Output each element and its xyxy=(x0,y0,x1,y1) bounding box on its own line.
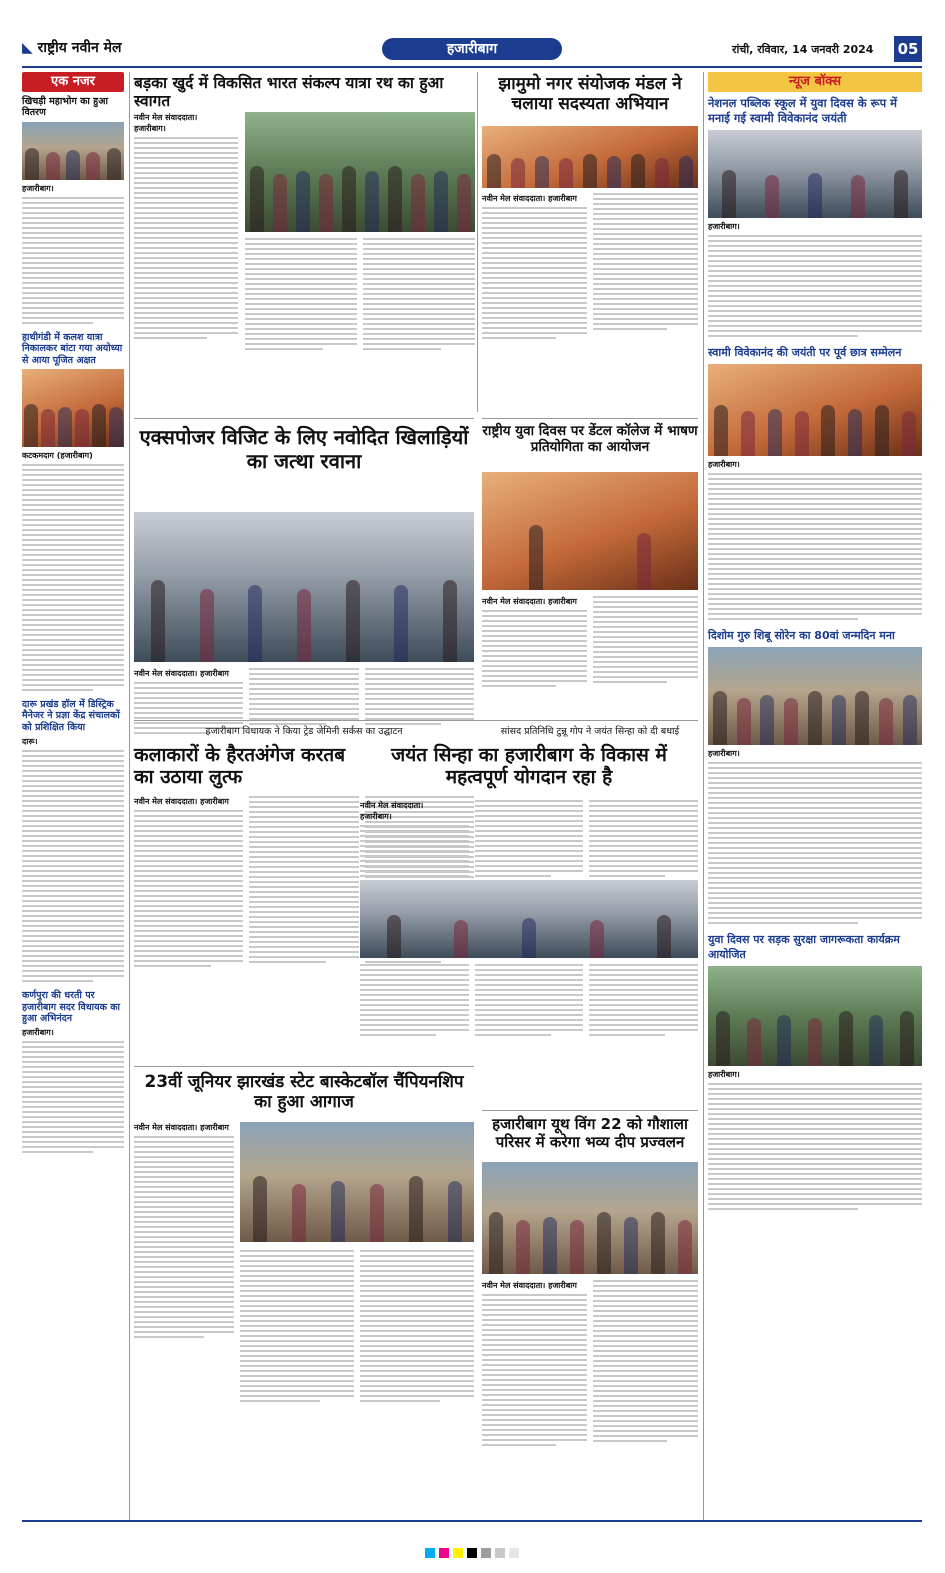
box-text xyxy=(708,473,922,620)
brief-headline: दारू प्रखंड हॉल में डिस्ट्रिक मैनेजर ने प्रज्ञा केंद्र संचालकों को प्रशिक्षित किया xyxy=(22,698,120,733)
column-divider xyxy=(477,72,478,412)
story-photo xyxy=(360,880,698,958)
story-youth-day-dental xyxy=(482,424,698,456)
story-credit: नवीन मेल संवाददाता। xyxy=(134,113,198,122)
story-photo xyxy=(245,112,475,232)
brand-name: राष्ट्रीय नवीन मेल xyxy=(37,40,122,56)
section-title: हजारीबाग xyxy=(382,38,562,60)
story-text xyxy=(249,796,358,967)
box-text xyxy=(708,235,922,337)
box-photo xyxy=(708,130,922,218)
story-lead: हजारीबाग। xyxy=(360,812,392,821)
brief-item xyxy=(22,332,124,691)
story-credit: नवीन मेल संवाददाता। xyxy=(360,801,424,810)
story-text xyxy=(363,238,475,350)
story-vikasit-bharat-cols xyxy=(245,238,475,350)
brief-photo xyxy=(22,122,124,180)
story-headline: हजारीबाग यूथ विंग 22 को गौशाला परिसर में करेगा भव्य दीप प्रज्वलन xyxy=(492,1115,688,1151)
story-headline: जयंत सिन्हा का हजारीबाग के विकास में महत्वपूर्ण योगदान रहा है xyxy=(391,744,667,789)
story-photo xyxy=(482,126,698,188)
story-text xyxy=(593,193,698,339)
brief-headline: खिचड़ी महाभोग का हुआ वितरण xyxy=(22,96,108,119)
box-lead: हजारीबाग। xyxy=(708,1070,740,1079)
story-text xyxy=(134,137,238,339)
story-sinha-body-bottom xyxy=(360,964,698,1036)
kicker-sinha: सांसद प्रतिनिधि टुन्नू गोप ने जयंत सिन्हा को दी बधाई xyxy=(500,726,680,737)
story-text xyxy=(482,1294,587,1446)
story-lead: हजारीबाग। xyxy=(134,124,166,133)
left-column xyxy=(22,72,124,1522)
story-text xyxy=(482,207,587,339)
story-headline: कलाकारों के हैरतअंगेज करतब का उठाया लुत्फ xyxy=(134,744,346,789)
brief-item xyxy=(22,96,124,324)
story-youth-wing xyxy=(482,1116,698,1151)
box-text xyxy=(708,1083,922,1210)
row-divider xyxy=(134,720,698,721)
story-credit: नवीन मेल संवाददाता। हजारीबाग xyxy=(482,1281,577,1290)
kicker-circus: हजारीबाग विधायक ने किया ट्रेड जेमिनी सर्कस का उद्घाटन xyxy=(205,726,403,737)
story-headline: 23वीं जूनियर झारखंड स्टेट बास्केटबॉल चैंपियनशिप का हुआ आगाज xyxy=(144,1072,464,1113)
story-text xyxy=(593,596,698,687)
story-youth-wing-body xyxy=(482,1280,698,1446)
row-divider xyxy=(482,418,698,419)
story-credit: नवीन मेल संवाददाता। हजारीबाग xyxy=(482,194,577,203)
news-box-label: न्यूज बॉक्स xyxy=(708,72,922,92)
story-photo xyxy=(134,512,474,662)
ek-nazar-label: एक नजर xyxy=(22,72,124,92)
brand-flag-icon: ◣ xyxy=(22,40,33,56)
brief-photo xyxy=(22,369,124,447)
story-vikasit-bharat xyxy=(134,74,472,111)
story-credit: नवीन मेल संवाददाता। हजारीबाग xyxy=(482,597,577,606)
brief-text xyxy=(22,1041,124,1153)
story-circus xyxy=(134,744,354,789)
story-jmm-membership xyxy=(482,74,698,114)
story-text xyxy=(245,238,357,350)
brief-lead: दारू। xyxy=(22,737,38,747)
story-text xyxy=(134,810,243,967)
brief-lead: कटकमदाग (हजारीबाग) xyxy=(22,450,93,460)
story-photo xyxy=(240,1122,474,1242)
story-text xyxy=(360,964,469,1036)
row-divider xyxy=(134,1066,474,1067)
box-lead: हजारीबाग। xyxy=(708,749,740,758)
newspaper-brand xyxy=(22,38,122,57)
brief-item xyxy=(22,699,124,982)
box-lead: हजारीबाग। xyxy=(708,460,740,469)
box-lead: हजारीबाग। xyxy=(708,222,740,231)
story-dental-body xyxy=(482,596,698,687)
right-column xyxy=(708,72,922,1210)
story-credit: नवीन मेल संवाददाता। हजारीबाग xyxy=(134,1123,229,1132)
box-photo xyxy=(708,966,922,1066)
story-photo xyxy=(482,1162,698,1274)
masthead xyxy=(22,36,922,66)
story-credit: नवीन मेल संवाददाता। हजारीबाग xyxy=(134,669,229,678)
story-text xyxy=(360,1250,474,1402)
story-sinha-body-top xyxy=(360,800,698,887)
story-headline: बड़का खुर्द में विकसित भारत संकल्प यात्रा रथ का हुआ स्वागत xyxy=(134,74,444,111)
box-headline: दिशोम गुरु शिबू सोरेन का 80वां जन्मदिन मना xyxy=(708,629,895,642)
story-text xyxy=(240,1250,354,1402)
story-text xyxy=(475,800,584,887)
story-text xyxy=(134,1136,234,1338)
story-headline: राष्ट्रीय युवा दिवस पर डेंटल कॉलेज में भाषण प्रतियोगिता का आयोजन xyxy=(482,423,698,455)
story-jmm-body xyxy=(482,193,698,339)
row-divider xyxy=(134,418,474,419)
story-exposure-visit xyxy=(134,426,474,473)
story-vikasit-bharat-body xyxy=(134,112,238,339)
masthead-rule xyxy=(22,66,922,68)
brief-item xyxy=(22,990,124,1153)
story-text xyxy=(593,1280,698,1446)
color-registration-strip xyxy=(22,1545,922,1561)
box-headline: स्वामी विवेकानंद की जयंती पर पूर्व छात्र सम्मेलन xyxy=(708,346,902,359)
page-number: 05 xyxy=(894,36,922,62)
brief-lead: हजारीबाग। xyxy=(22,183,54,193)
brief-text xyxy=(22,197,124,324)
story-text xyxy=(589,800,698,887)
brief-lead: हजारीबाग। xyxy=(22,1028,54,1038)
story-basketball xyxy=(134,1072,474,1112)
column-divider xyxy=(703,72,704,1520)
brief-text xyxy=(22,464,124,691)
story-credit: नवीन मेल संवाददाता। हजारीबाग xyxy=(134,797,229,806)
story-headline: एक्सपोजर विजिट के लिए नवोदित खिलाड़ियों का जत्था रवाना xyxy=(139,425,469,473)
story-jayant-sinha xyxy=(360,744,698,789)
brief-text xyxy=(22,750,124,982)
box-text xyxy=(708,762,922,924)
story-basketball-body xyxy=(240,1250,474,1402)
story-text xyxy=(589,964,698,1036)
box-headline: नेशनल पब्लिक स्कूल में युवा दिवस के रूप में मनाई गई स्वामी विवेकानंद जयंती xyxy=(708,96,897,125)
story-text xyxy=(360,825,469,887)
story-headline: झामुमो नगर संयोजक मंडल ने चलाया सदस्यता अभियान xyxy=(498,74,682,115)
box-photo xyxy=(708,364,922,456)
brief-headline: कर्णपुरा की धरती पर हजारीबाग सदर विधायक का हुआ अभिनंदन xyxy=(22,990,121,1024)
story-text xyxy=(475,964,584,1036)
row-divider xyxy=(482,1110,698,1111)
story-text xyxy=(482,610,587,687)
story-basketball-lead xyxy=(134,1122,234,1338)
footer-rule xyxy=(22,1520,922,1522)
story-photo xyxy=(482,472,698,590)
box-headline: युवा दिवस पर सड़क सुरक्षा जागरूकता कार्यक्रम आयोजित xyxy=(708,933,900,961)
column-divider xyxy=(129,72,130,1520)
brief-headline: हाथीगंडी में कलश यात्रा निकालकर बांटा गया अयोध्या से आया पूजित अक्षत xyxy=(22,331,123,366)
box-photo xyxy=(708,647,922,745)
dateline: रांची, रविवार, 14 जनवरी 2024 xyxy=(732,43,874,56)
